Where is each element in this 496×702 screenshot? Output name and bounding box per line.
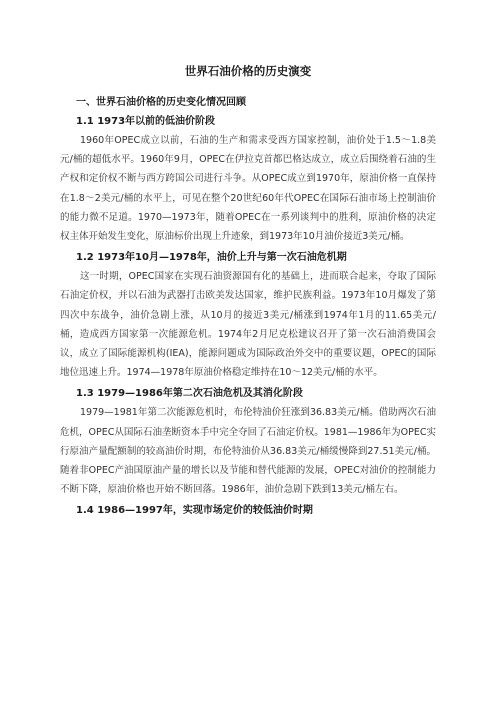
paragraph-1-1: 1960年OPEC成立以前，石油的生产和需求受西方国家控制，油价处于1.5～1.8美元/桶的超低水平。1960年9月，OPEC在伊拉克首都巴格达成立，成立后围绕着石油的生产权和定价权不断与西方跨国公司进行斗争。从OPEC成立到1970年，原油价格一直保持在1.8～2美元/桶的水平上，可见在整个20世纪60年代OPEC在国际石油市场上控制油价的能力微不足道。1970—1973年，随着OPEC在一系列谈判中的胜利，原油价格的决定权主体开始发生变化，原油标价出现上升迹象，到1973年10月油价接近3美元/桶。: [60, 135, 436, 243]
section-heading: 一、世界石油价格的历史变化情况回顾: [76, 97, 246, 108]
subsection-heading-1-3: 1.3 1979—1986年第二次石油危机及其消化阶段: [76, 388, 303, 400]
subsection-heading-1-1: 1.1 1973年以前的低油价阶段: [76, 116, 216, 127]
paragraph-1-2: 这一时期，OPEC国家在实现石油资源国有化的基础上，进而联合起来，夺取了国际石油定价权，并以石油为武器打击欧美发达国家，维护民族利益。1973年10月爆发了第四次中东战争，油价急剧上涨，从10月的接近3美元/桶涨到1974年1月的11.65美元/桶，造成西方国家第一次能源危机。1974年2月尼克松建议召开了第一次石油消费国会议，成立了国际能源机构(IEA)，能源问题成为国际政治外交中的重要议题，OPEC的国际地位迅速上升。1974—1978年原油价格稳定维持在10～12美元/桶的水平。: [60, 271, 436, 379]
subsection-heading-1-2: 1.2 1973年10月—1978年，油价上升与第一次石油危机期: [76, 252, 347, 264]
document-title: 世界石油价格的历史演变: [184, 64, 312, 78]
paragraph-1-3: 1979—1981年第二次能源危机时，布伦特油价狂涨到36.83美元/桶。借助两次石油危机，OPEC从国际石油垄断资本手中完全夺回了石油定价权。1981—1986年为OPEC实行原油产量配额制的较高油价时期，布伦特油价从36.83美元/桶缓慢降到27.51美元/桶。随着非OPEC产油国原油产量的增长以及节能和替代能源的发展，OPEC对油价的控制能力不断下降，原油价格也开始不断回落。1986年，油价急剧下跌到13美元/桶左右。: [60, 407, 436, 496]
subsection-heading-1-4: 1.4 1986—1997年，实现市场定价的较低油价时期: [76, 505, 313, 517]
